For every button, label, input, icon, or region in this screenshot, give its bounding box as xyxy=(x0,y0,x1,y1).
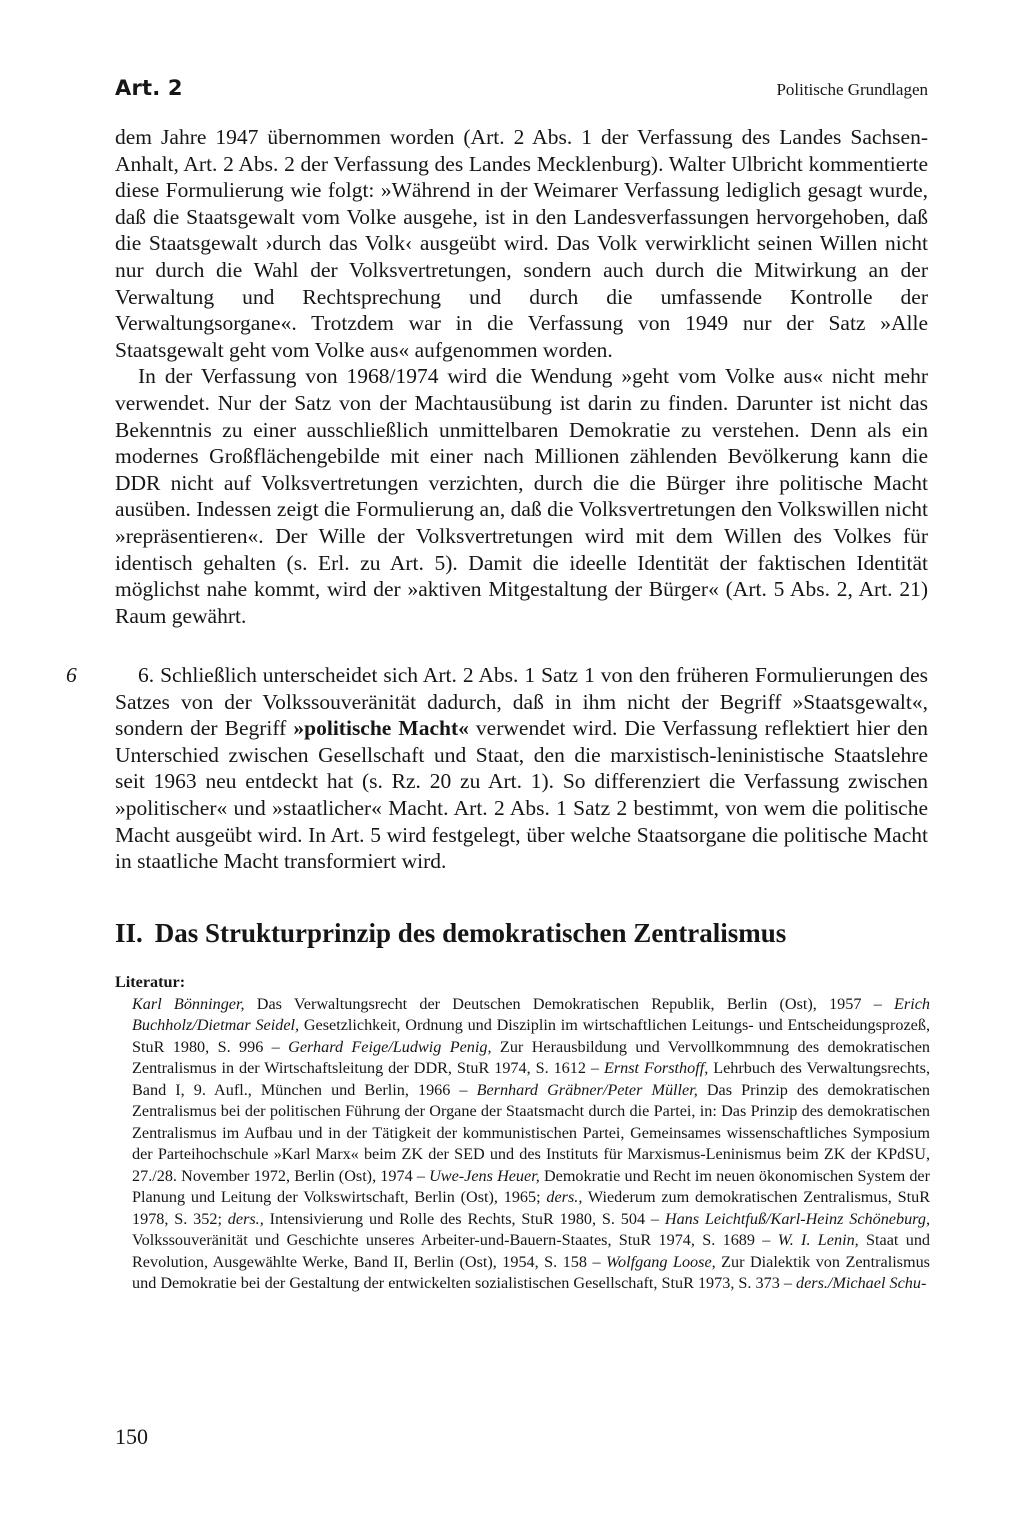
literature-author: Gerhard Feige/Ludwig Penig, xyxy=(288,1037,492,1056)
literature-text: Demokratie und Recht im neuen ökonomischen System der Planung und Leitung der Volkswirtschaft, Berlin (Ost), 1965; xyxy=(132,1166,930,1206)
literature-author: Bernhard Gräbner/Peter Müller, xyxy=(476,1080,698,1099)
literature-label: Literatur: xyxy=(115,973,186,991)
literature-text: Wiederum zum demokratischen Zentralismus, StuR 1978, S. 352; xyxy=(132,1188,931,1228)
paragraph: dem Jahre 1947 übernommen worden (Art. 2 Abs. 1 der Verfassung des Landes Sachsen-Anhalt, Art. 2 Abs. 2 der Verfassung des Landes Mecklenburg). Walter Ulbricht kommentierte diese Formulierung wie folgt: »Während in der Weimarer Verfassung lediglich gesagt wurde, daß die Staatsgewalt vom Volke ausgehe, ist in den Landesverfassungen hervorgehoben, daß die Staatsgewalt ›durch das Volk‹ ausgeübt wird. Das Volk verwirklicht seinen Willen nicht nur durch die Wahl der Volksvertretungen, sondern auch durch die Mitwirkung an der Verwaltung und Rechtsprechung und durch die umfassende Kontrolle der Verwaltungsorgane«. Trotzdem war in die Verfassung von 1949 nur der Satz »Alle Staatsgewalt geht vom Volke aus« aufgenommen worden. xyxy=(115,125,928,362)
literature-text: Das Verwaltungsrecht der Deutschen Demokratischen Republik, Berlin (Ost), 1957 – xyxy=(244,994,895,1013)
literature-author: Wolfgang Loose, xyxy=(606,1252,716,1271)
section-title: Das Strukturprinzip des demokratischen Zentralismus xyxy=(154,918,787,948)
text-block-continuation xyxy=(115,124,928,629)
page-number: 150 xyxy=(115,1424,148,1449)
literature-author: Ernst Forsthoff, xyxy=(603,1059,709,1077)
literature-author: Karl Bönninger, xyxy=(132,994,245,1013)
paragraph: In der Verfassung von 1968/1974 wird die Wendung »geht vom Volke aus« nicht mehr verwendet. Nur der Satz von der Machtausübung ist darin zu finden. Darunter ist nicht das Bekenntnis zu einer ausschließlich unmittelbaren Demokratie zu verstehen. Denn als ein modernes Großflächengebilde mit einer nach Millionen zählenden Bevölkerung kann die DDR nicht auf Volksvertretungen verzichten, durch die die Bürger ihre politische Macht ausüben. Indessen zeigt die Formulierung an, daß die Volksvertretungen den Volkswillen nicht »repräsentieren«. Der Wille der Volksvertretungen wird mit dem Willen des Volkes für identisch gehalten (s. Erl. zu Art. 5). Damit die ideelle Identität der faktischen Identität möglichst nahe kommt, wird der »aktiven Mitgestaltung der Bürger« (Art. 5 Abs. 2, Art. 21) Raum gewährt. xyxy=(115,364,928,628)
literature-text: Das Prinzip des demokratischen Zentralismus bei der politischen Führung der Organe der Staatsmacht durch die Partei, in: Das Prinzip des demokratischen Zentralismus im Aufbau und in der Tätigkeit der kommunistischen Partei, Gemeinsames wissenschaftliches Symposium der Parteihochschule »Karl Marx« beim ZK der SED und des Instituts für Marxismus-Leninismus beim ZK der KPdSU, 27./28. November 1972, Berlin (Ost), 1974 – xyxy=(132,1080,931,1185)
article-label: Art. 2 xyxy=(115,76,183,100)
section-heading xyxy=(115,918,786,949)
literature-author: Uwe-Jens Heuer, xyxy=(429,1166,540,1185)
section-number: II. xyxy=(115,918,143,948)
running-title: Politische Grundlagen xyxy=(776,80,928,99)
literature-list xyxy=(115,994,930,1295)
text-block-point-6 xyxy=(115,662,928,875)
literature-text: Lehrbuch des Verwaltungsrechts, Band I, 9. Aufl., München und Berlin, 1966 – xyxy=(132,1059,930,1099)
literature-author: W. I. Lenin, xyxy=(777,1231,859,1249)
literature-block xyxy=(115,972,930,1295)
literature-author: Hans Leichtfuß/Karl-Heinz Schöneburg, xyxy=(664,1209,931,1228)
paragraph-text: 6. Schließlich unterscheidet sich Art. 2 Abs. 1 Satz 1 von den früheren Formulierungen des Satzes von der Volkssouveränität dadurch, daß in ihm nicht der Begriff »Staatsgewalt«, sondern der Begriff xyxy=(115,663,928,741)
literature-text: Zur Dialektik von Zentralismus und Demokratie bei der Gestaltung der entwickelten sozialistischen Gesellschaft, StuR 1973, S. 373 – xyxy=(132,1252,930,1292)
literature-author: ders., xyxy=(227,1209,264,1228)
margin-number: 6 xyxy=(66,663,77,687)
literature-text: Gesetzlichkeit, Ordnung und Disziplin im wirtschaftlichen Leitungs- und Entscheidungsprozeß, StuR 1980, S. 996 – xyxy=(132,1016,931,1056)
literature-text: Volkssouveränität und Geschichte unseres Arbeiter-und-Bauern-Staates, StuR 1974, S. 1689 – xyxy=(132,1231,778,1249)
literature-text: Intensivierung und Rolle des Rechts, StuR 1980, S. 504 – xyxy=(263,1209,665,1228)
bold-term: »politische Macht« xyxy=(293,716,469,741)
literature-author: ders./Michael Schu- xyxy=(796,1274,927,1292)
literature-author: ders., xyxy=(546,1188,583,1206)
literature-text: Zur Herausbildung und Vervollkommnung des demokratischen Zentralismus in der Wirtschaftsleitung der DDR, StuR 1974, S. 1612 – xyxy=(132,1037,930,1077)
paragraph-text: verwendet wird. Die Verfassung reflektiert hier den Unterschied zwischen Gesellschaft und Staat, den die marxistisch-leninistische Staatslehre seit 1963 neu entdeckt hat (s. Rz. 20 zu Art. 1). So differenziert die Verfassung zwischen »politischer« und »staatlicher« Macht. Art. 2 Abs. 1 Satz 2 bestimmt, von wem die politische Macht ausgeübt wird. In Art. 5 wird festgelegt, über welche Staatsorgane die politische Macht in staatliche Macht transformiert wird. xyxy=(115,716,929,874)
paragraph xyxy=(115,662,928,875)
literature-text: Staat und Revolution, Ausgewählte Werke, Band II, Berlin (Ost), 1954, S. 158 – xyxy=(132,1231,931,1271)
literature-author: Erich Buchholz/Dietmar Seidel, xyxy=(132,994,931,1034)
